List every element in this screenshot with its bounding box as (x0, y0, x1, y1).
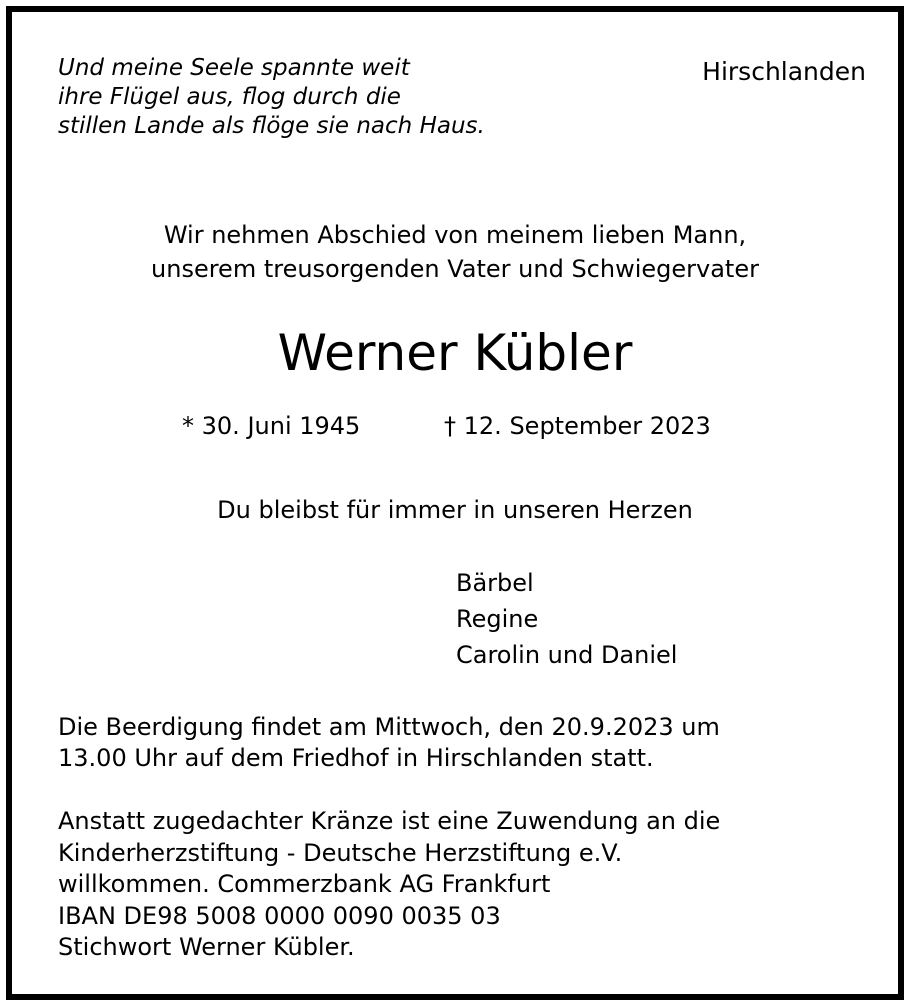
poem-line: Und meine Seele spannte weit (58, 55, 410, 81)
death-cross-icon: † (444, 412, 456, 440)
burial-notice (58, 712, 720, 774)
death-date-block (444, 412, 711, 440)
burial-line: Die Beerdigung findet am Mittwoch, den 20.9.2023 um (58, 713, 720, 741)
keyword-line: Stichwort Werner Kübler. (58, 933, 355, 961)
farewell-intro (12, 218, 898, 286)
obituary-frame (6, 6, 904, 1000)
donation-notice (58, 806, 720, 964)
donation-line: Kinderherzstiftung - Deutsche Herzstiftung e.V. (58, 838, 623, 867)
death-date: 12. September 2023 (463, 412, 711, 440)
donation-line: willkommen. Commerzbank AG Frankfurt (58, 870, 551, 898)
place-name: Hirschlanden (702, 57, 866, 86)
poem-verse (58, 54, 485, 141)
family-member: Carolin und Daniel (456, 641, 678, 669)
birth-symbol: * (182, 412, 194, 440)
donation-line: Anstatt zugedachter Kränze ist eine Zuwendung an die (58, 807, 721, 835)
poem-line: stillen Lande als flöge sie nach Haus. (58, 113, 485, 139)
burial-line: 13.00 Uhr auf dem Friedhof in Hirschlanden statt. (58, 744, 654, 772)
deceased-name: Werner Kübler (277, 324, 633, 382)
family-list (456, 565, 677, 673)
intro-line: Wir nehmen Abschied von meinem lieben Mann, (163, 221, 747, 249)
family-member: Regine (456, 605, 539, 633)
poem-line: ihre Flügel aus, flog durch die (58, 84, 401, 110)
intro-line: unserem treusorgenden Vater und Schwiegervater (151, 255, 759, 283)
farewell-line: Du bleibst für immer in unseren Herzen (217, 496, 693, 524)
iban-line: IBAN DE98 5008 0000 0090 0035 03 (58, 901, 501, 930)
family-member: Bärbel (456, 569, 534, 597)
birth-date-block (182, 412, 360, 440)
birth-date: 30. Juni 1945 (201, 412, 361, 440)
